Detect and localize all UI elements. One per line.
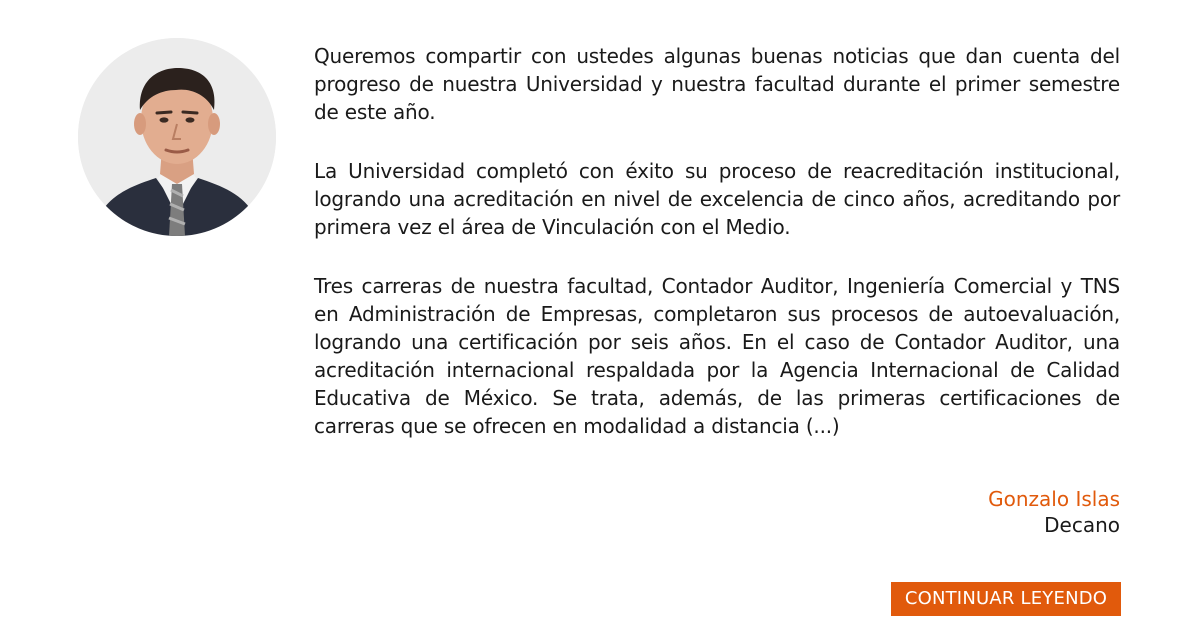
continue-reading-button[interactable]: CONTINUAR LEYENDO (891, 582, 1121, 616)
paragraph-careers: Tres carreras de nuestra facultad, Contador Auditor, Ingeniería Comercial y TNS en Administración de Empresas, completaron sus procesos de autoevaluación, logrando una certificación por seis años. En el caso de Contador Auditor, una acreditación internacional respaldada por la Agencia Internacional de Calidad Educativa de México. Se trata, además, de las primeras certificaciones de carreras que se ofrecen en modalidad a distancia (...) (314, 274, 1120, 438)
paragraph-accreditation: La Universidad completó con éxito su proceso de reacreditación institucional, logrando una acreditación en nivel de excelencia de cinco años, acreditando por primera vez el área de Vinculación con el Medio. (314, 159, 1120, 239)
signature-block (988, 486, 1120, 538)
signature-role: Decano (1044, 513, 1120, 537)
message-body (314, 42, 1120, 471)
paragraph-intro: Queremos compartir con ustedes algunas buenas noticias que dan cuenta del progreso de nuestra Universidad y nuestra facultad durante el primer semestre de este año. (314, 44, 1120, 124)
signature-name: Gonzalo Islas (988, 487, 1120, 511)
portrait-illustration (78, 38, 276, 236)
author-avatar (78, 38, 276, 236)
